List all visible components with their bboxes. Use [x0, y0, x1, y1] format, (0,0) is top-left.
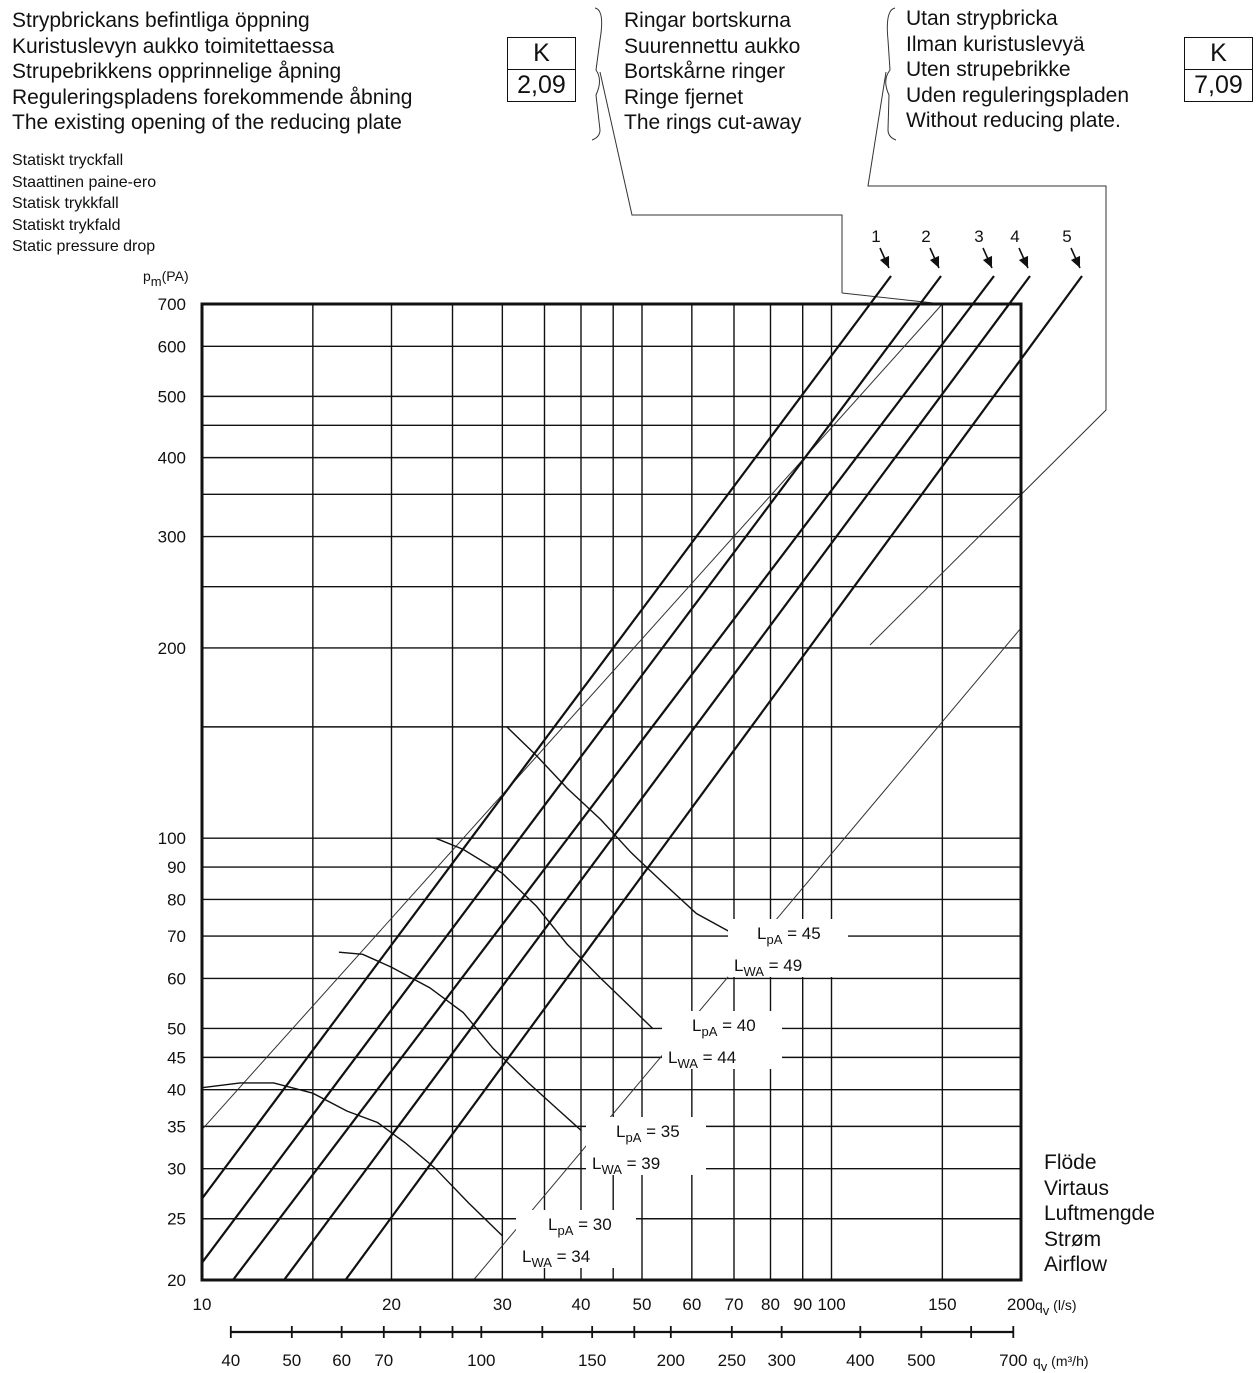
y-tick-label: 30 [167, 1159, 186, 1179]
header-right-line: Ilman kuristuslevyä [906, 32, 1085, 56]
noise-label-lwa: $L_{WA} = 39$ [592, 1154, 661, 1177]
x2-tick-label: 250 [717, 1351, 746, 1370]
header-left-line: Kuristuslevyn aukko toimitettaessa [12, 34, 335, 58]
series-line-1 [202, 276, 891, 1199]
noise-label-lpa: $L_{pA} = 30$ [548, 1215, 612, 1238]
noise-label-lwa: $L_{WA} = 44$ [668, 1048, 737, 1071]
series-label-5: 5 [1062, 227, 1072, 246]
series-label-1: 1 [871, 227, 881, 246]
y-tick-label: 100 [157, 829, 186, 849]
x-tick-label: 70 [724, 1295, 744, 1314]
y-tick-label: 20 [167, 1271, 186, 1290]
noise-label-lwa: $L_{WA} = 49$ [734, 956, 803, 979]
x2-tick-label: 300 [767, 1351, 796, 1370]
leader-line-middle [592, 8, 842, 293]
y-tick-label: 35 [167, 1117, 186, 1137]
y-axis-title-line: Staattinen paine-ero [12, 173, 157, 191]
y-axis-title-line: Statisk trykkfall [12, 195, 119, 212]
noise-labels [516, 919, 848, 1270]
header-left-line: Strypbrickans befintliga öppning [12, 9, 310, 32]
noise-label-lwa: $L_{WA} = 34$ [522, 1247, 591, 1270]
x2-tick-label: 70 [374, 1351, 394, 1370]
noise-label-lpa: $L_{pA} = 35$ [616, 1122, 680, 1145]
x-axis-label: qv (l/s) [1035, 1297, 1077, 1318]
y-axis-label: pm(PA) [143, 268, 189, 289]
x-tick-label: 200 [1006, 1295, 1036, 1314]
header-middle-line: Ringe fjernet [624, 85, 744, 109]
header-left-line: Strupebrikkens opprinnelige åpning [12, 60, 342, 83]
noise-label-lpa: $L_{pA} = 45$ [757, 924, 821, 947]
right-k-label: K [1185, 38, 1252, 70]
x-tick-label: 90 [793, 1295, 813, 1314]
x2-tick-label: 200 [656, 1351, 685, 1370]
x2-axis-label: qv (m³/h) [1033, 1353, 1089, 1373]
header-right-line: Uten strupebrikke [906, 58, 1071, 81]
series-line-5 [345, 276, 1082, 1280]
x-tick-label: 150 [928, 1295, 957, 1314]
y-tick-label: 25 [167, 1209, 186, 1229]
x-tick-label: 30 [492, 1295, 512, 1314]
right-k-value: 7,09 [1194, 71, 1243, 99]
y-tick-label: 40 [167, 1080, 186, 1100]
leader-lines [592, 8, 1106, 645]
series-label-3: 3 [974, 227, 984, 246]
series-label-2: 2 [921, 227, 931, 246]
y-tick-label: 80 [167, 890, 186, 910]
x2-tick-label: 100 [467, 1351, 496, 1370]
y-axis-title-line: Statiskt tryckfall [12, 152, 124, 169]
y-tick-label: 300 [157, 527, 186, 547]
header-left-line: The existing opening of the reducing plate [12, 111, 402, 134]
header-right-line: Utan strypbricka [906, 7, 1058, 30]
x2-tick-label: 40 [221, 1351, 241, 1370]
x-tick-label: 80 [761, 1295, 780, 1314]
header-middle-line: Bortskårne ringer [624, 60, 786, 83]
x-axis-title-line: Virtaus [1044, 1176, 1109, 1200]
axes [143, 268, 1089, 1373]
left-k-label: K [508, 38, 575, 70]
noise-curve [202, 1083, 502, 1236]
x-tick-label: 40 [571, 1295, 591, 1314]
y-tick-label: 500 [157, 387, 186, 407]
y-tick-label: 70 [167, 927, 186, 947]
header-right-line: Uden reguleringspladen [906, 83, 1129, 107]
left-k-value: 2,09 [517, 71, 566, 99]
x2-tick-label: 500 [907, 1351, 936, 1370]
x-axis-title-line: Strøm [1044, 1227, 1102, 1251]
x2-tick-label: 50 [282, 1351, 302, 1370]
header-right-line: Without reducing plate. [906, 109, 1121, 132]
series-label-4: 4 [1010, 227, 1020, 246]
x2-tick-label: 700 [999, 1351, 1028, 1370]
noise-label-lpa: $L_{pA} = 40$ [692, 1016, 756, 1039]
x-tick-label: 100 [817, 1295, 846, 1314]
x-axis-title-line: Luftmengde [1044, 1202, 1155, 1225]
x-tick-label: 20 [382, 1295, 401, 1314]
header-left-line: Reguleringspladens forekommende åbning [12, 85, 413, 109]
x-axis-title-line: Flöde [1044, 1151, 1097, 1174]
x2-tick-label: 60 [332, 1351, 352, 1370]
x-tick-label: 50 [632, 1295, 652, 1314]
y-tick-label: 60 [167, 969, 186, 989]
y-axis-title-line: Statiskt trykfald [12, 216, 121, 234]
y-tick-label: 45 [167, 1048, 186, 1068]
y-tick-label: 600 [157, 337, 186, 357]
x2-tick-label: 400 [846, 1351, 875, 1370]
header-middle-line: Ringar bortskurna [624, 9, 791, 32]
y-axis-title-line: Static pressure drop [12, 238, 156, 255]
noise-curve [507, 727, 734, 934]
y-tick-label: 200 [157, 638, 186, 658]
y-tick-label: 50 [167, 1019, 186, 1039]
x2-tick-label: 150 [577, 1351, 607, 1370]
y-tick-label: 700 [157, 295, 186, 314]
y-tick-label: 400 [157, 448, 186, 468]
header-middle-line: Suurennettu aukko [624, 34, 801, 58]
x-tick-label: 10 [192, 1295, 212, 1314]
x-axis-title-line: Airflow [1044, 1253, 1108, 1276]
x-tick-label: 60 [682, 1295, 702, 1314]
header-middle-line: The rings cut-away [624, 111, 802, 134]
y-tick-label: 90 [167, 858, 186, 878]
